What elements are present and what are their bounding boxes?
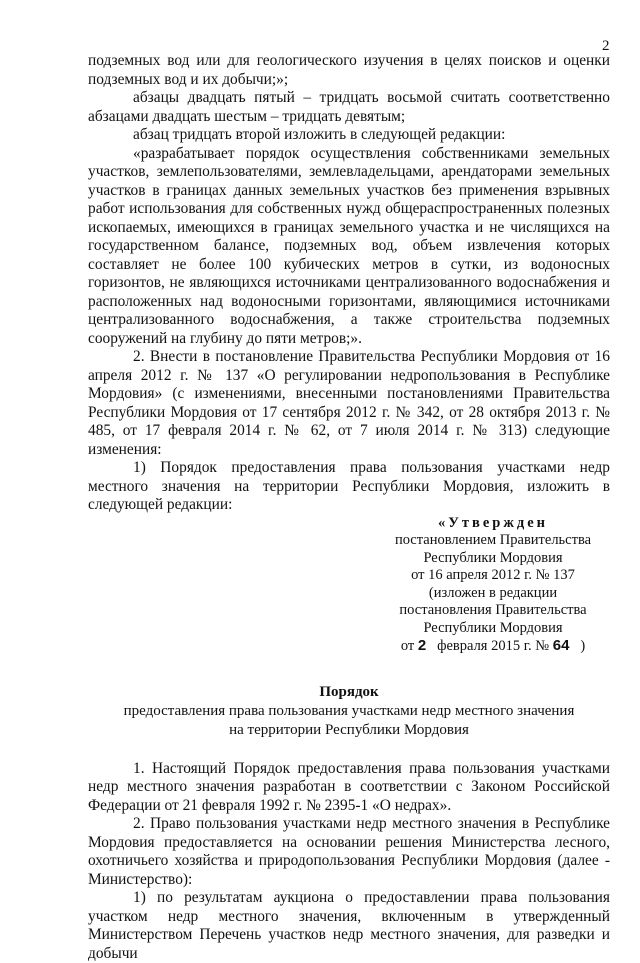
approval-heading: «Утвержден xyxy=(438,514,548,531)
approval-line-6: Республики Мордовия xyxy=(423,619,563,636)
paragraph-continuation: подземных вод или для геологического изучения в целях поисков и оценки подземных вод и их добычи;»; xyxy=(88,52,610,88)
approval-line-1: постановлением Правительства xyxy=(394,532,592,548)
paragraph-quoted-text: «разрабатывает порядок осуществления собственниками земельных участков, землепользователями, землевладельцами, арендаторами земельных участков в границах данных земельных участков без применения взрывных работ использования для собственных нужд общераспространенных полезных ископаемых, имеющихся в границах земельного участка и не числящихся на государственном балансе, подземных вод, объем извлечения которых составляет не более 100 кубических метров в сутки, из водоносных горизонтов, не являющихся источниками централизованного водоснабжения и расположенных над водоносными горизонтами, являющимися источниками централизованного водоснабжения, а также строительства подземных сооружений на глубину до пяти метров;». xyxy=(88,144,610,347)
approval-date-line xyxy=(373,637,613,656)
paragraph-order-2: 2. Право пользования участками недр местного значения в Республике Мордовия предоставляется на основании решения Министерства лесного, охотничьего хозяйства и природопользования Республики Мордовия (далее - Министерство): xyxy=(88,815,610,888)
approval-date-suffix: ) xyxy=(580,638,586,654)
section-subtitle-line-2: на территории Республики Мордовия xyxy=(229,721,469,738)
paragraph-item-2-1: 1) Порядок предоставления права пользования участками недр местного значения на территории Республики Мордовия, изложить в следующей редакции: xyxy=(88,459,610,513)
approval-date-number: 64 xyxy=(552,637,570,654)
paragraph-order-1: 1. Настоящий Порядок предоставления права пользования участками недр местного значения разработан в соответствии с Законом Российской Федерации от 21 февраля 1992 г. № 2395-1 «О недрах». xyxy=(88,759,610,814)
approval-line-2: Республики Мордовия xyxy=(423,549,563,566)
document-body xyxy=(88,52,610,963)
approval-line-5: постановления Правительства xyxy=(399,602,587,618)
section-title: Порядок xyxy=(319,683,379,700)
approval-line-3: от 16 апреля 2012 г. № 137 xyxy=(411,567,575,583)
section-subtitle-line-1: предоставления права пользования участками недр местного значения xyxy=(123,702,575,719)
approval-stamp-block xyxy=(373,515,613,656)
paragraph-renumber: абзацы двадцать пятый – тридцать восьмой считать соответственно абзацами двадцать шестым – тридцать девятым; xyxy=(88,89,610,125)
paragraph-item-2: 2. Внести в постановление Правительства Республики Мордовия от 16 апреля 2012 г. № 137 «О регулировании недропользования в Республике Мордовия» (с изменениями, внесенными постановлениями Правительства Республики Мордовия от 17 сентября 2012 г. № 342, от 28 октября 2013 г. № 485, от 17 февраля 2014 г. № 62, от 7 июля 2014 г. № 313) следующие изменения: xyxy=(88,348,610,458)
page-number: 2 xyxy=(602,38,610,54)
paragraph-order-2-1: 1) по результатам аукциона о предоставлении права пользования участком недр местного значения, включенным в утвержденный Министерством Перечень участков недр местного значения, для разведки и добычи xyxy=(88,889,610,962)
approval-date-prefix: от xyxy=(400,638,415,654)
spacer xyxy=(88,740,610,760)
paragraph-amend-intro: абзац тридцать второй изложить в следующей редакции: xyxy=(133,126,506,143)
approval-date-day: 2 xyxy=(417,637,427,654)
approval-line-4: (изложен в редакции xyxy=(428,584,558,601)
section-title-block xyxy=(88,683,610,740)
approval-date-middle: февраля 2015 г. № xyxy=(437,638,550,654)
